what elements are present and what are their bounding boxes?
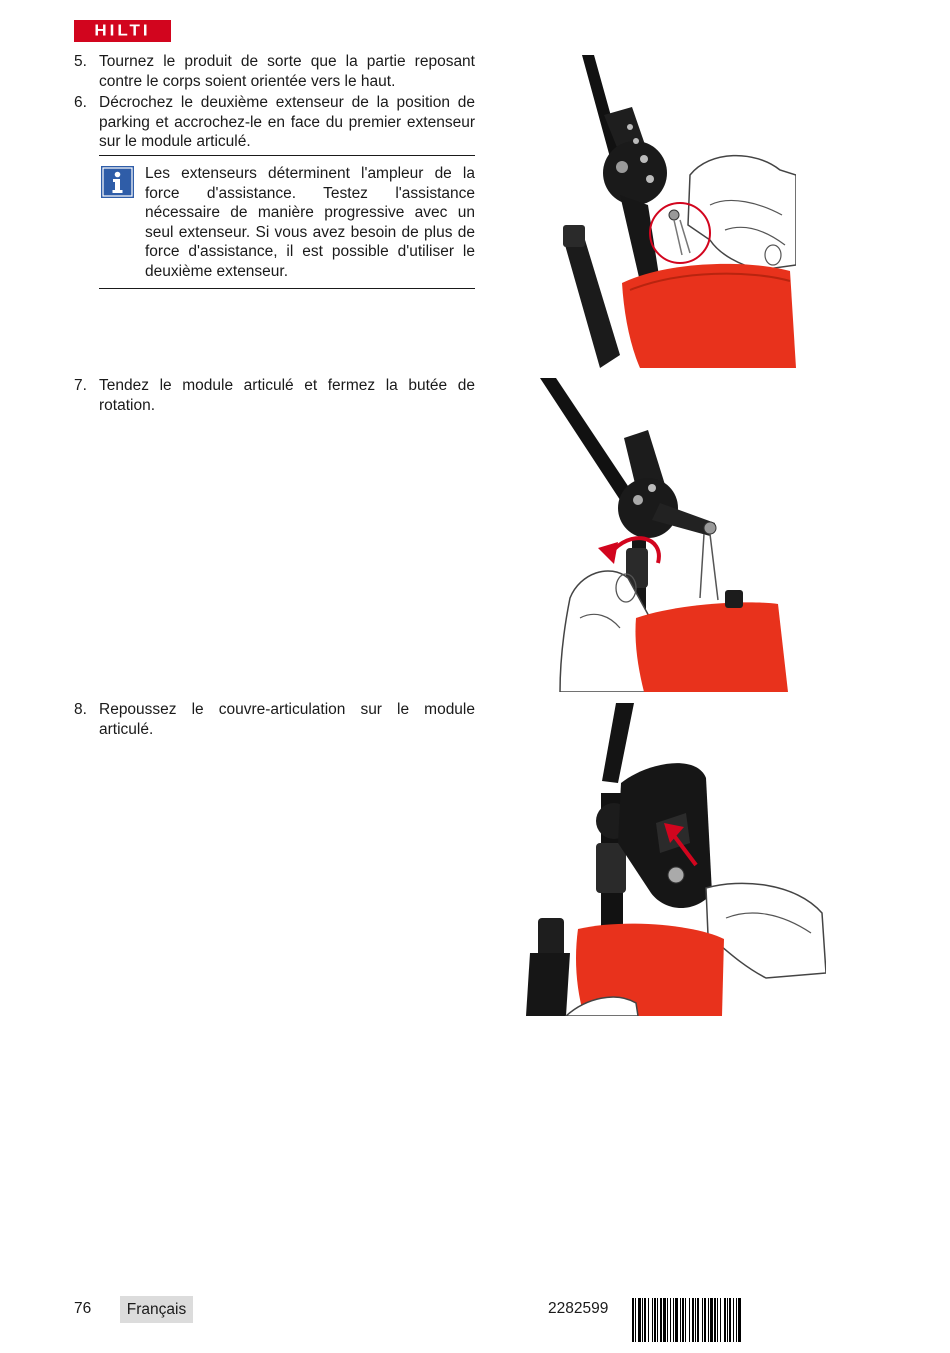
step-number: 6. — [74, 94, 87, 111]
info-note — [99, 155, 475, 289]
step-number: 8. — [74, 701, 87, 718]
step-text: Décrochez le deuxième extenseur de la position de parking et accrochez-le en face du premier extenseur sur le module articulé. — [99, 94, 475, 150]
step-7 — [74, 376, 475, 415]
document-code: 2282599 — [548, 1300, 609, 1317]
step-number: 5. — [74, 53, 87, 70]
info-icon — [101, 166, 134, 198]
barcode-icon — [632, 1298, 842, 1342]
step-8-photo — [526, 703, 826, 1016]
step-text: Tendez le module articulé et fermez la butée de rotation. — [99, 377, 475, 414]
step-text: Repoussez le couvre-articulation sur le module articulé. — [99, 701, 475, 738]
step-6 — [74, 93, 475, 152]
step-8 — [74, 700, 475, 739]
logo-text: HILTI — [94, 22, 151, 40]
step-7-photo — [540, 378, 788, 692]
step-5 — [74, 52, 475, 91]
note-text: Les extenseurs déterminent l'ampleur de la force d'assistance. Testez l'assistance nécessaire de manière progressive avec un seul extenseur. Si vous avez besoin de plus de force d'assistance, il est possible d'utiliser le deuxième extenseur. — [145, 165, 475, 280]
language-label — [120, 1296, 193, 1323]
step-text: Tournez le produit de sorte que la partie reposant contre le corps soient orientée vers le haut. — [99, 53, 475, 90]
hilti-logo — [74, 20, 171, 42]
step-6-photo — [560, 55, 796, 368]
step-number: 7. — [74, 377, 87, 394]
language-text: Français — [126, 1300, 187, 1318]
page-number: 76 — [74, 1300, 92, 1317]
